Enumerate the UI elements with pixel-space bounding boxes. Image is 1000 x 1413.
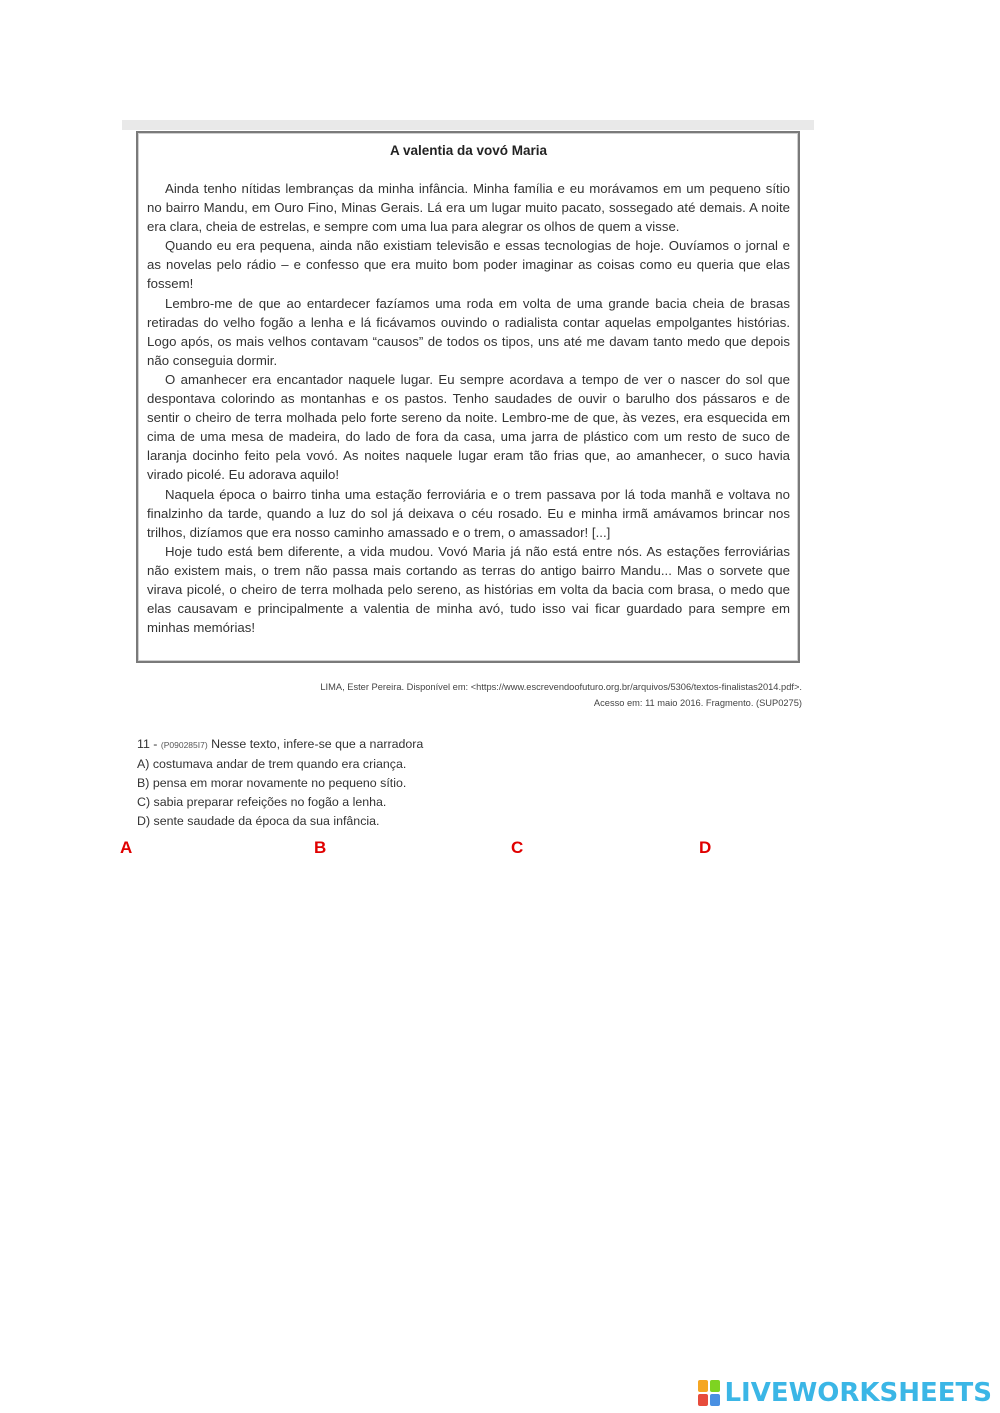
liveworksheets-logo <box>698 1378 992 1408</box>
option-c: C) sabia preparar refeições no fogão a lenha. <box>137 795 387 809</box>
citation-line-2: Acesso em: 11 maio 2016. Fragmento. (SUP0275) <box>593 697 802 708</box>
story-paragraph-3: Lembro-me de que ao entardecer fazíamos uma roda em volta de uma grande bacia cheia de brasas retiradas do velho fogão a lenha e lá ficávamos ouvindo o radialista contar aquelas empolgantes histórias. Logo após, os mais velhos contavam “causos” de todos os tipos, uns até me davam tanto medo que depois não conseguia dormir. <box>147 295 790 368</box>
liveworksheets-wordmark: LIVEWORKSHEETS <box>724 1378 992 1408</box>
question-code: (P090285I7) <box>160 740 208 750</box>
option-d: D) sente saudade da época da sua infância. <box>137 814 380 828</box>
answer-choice-d[interactable]: D <box>699 838 712 857</box>
answer-choice-c[interactable]: C <box>511 838 524 857</box>
answer-choice-b[interactable]: B <box>314 838 327 857</box>
story-paragraph-4: O amanhecer era encantador naquele lugar. Eu sempre acordava a tempo de ver o nascer do sol que despontava colorindo as montanhas e os pastos. Tenho saudades de ouvir o barulho dos pássaros e de sentir o cheiro de terra molhada pelo forte sereno da noite. Lembro-me de que, às vezes, era esquecida em cima de uma mesa de madeira, do lado de fora da casa, uma jarra de plástico com um resto de suco de laranja docinho feito pela vovó. As noites naquele lugar eram tão frias que, ao amanhecer, o suco havia virado picolé. Eu adorava aquilo! <box>147 371 790 483</box>
story-title: A valentia da vovó Maria <box>389 143 548 158</box>
question-block <box>137 735 737 831</box>
source-citation <box>202 680 802 711</box>
liveworksheets-icon <box>698 1380 720 1406</box>
story-paragraph-6: Hoje tudo está bem diferente, a vida mudou. Vovó Maria já não está entre nós. As estações ferroviárias não existem mais, o trem não passa mais cortando as terras do antigo bairro Mandu... Mas o sorvete que virava picolé, o cheiro de terra molhada pelo sereno, as histórias em volta da bacia com brasa, o medo que elas causavam e principalmente a valentia de minha avó, tudo isso vai ficar guardado para sempre em minhas memórias! <box>147 543 790 636</box>
option-b: B) pensa em morar novamente no pequeno sítio. <box>137 776 407 790</box>
answer-choice-a[interactable]: A <box>120 838 133 857</box>
question-number: 11 - <box>137 737 158 751</box>
story-paragraph-5: Naquela época o bairro tinha uma estação ferroviária e o trem passava por lá toda manhã e voltava no finalzinho da tarde, quando a luz do sol já deixava o céu rosado. Eu e minha irmã amávamos brincar nos trilhos, dizíamos que era nosso caminho amassado e o trem, o amassador! [...] <box>147 486 790 540</box>
story-paragraph-1: Ainda tenho nítidas lembranças da minha infância. Minha família e eu morávamos em um pequeno sítio no bairro Mandu, em Ouro Fino, Minas Gerais. Lá era um lugar muito pacato, sossegado até demais. A noite era clara, cheia de estrelas, e sempre com uma lua para alegrar os olhos de quem a visse. <box>147 181 790 235</box>
question-text: Nesse texto, infere-se que a narradora <box>211 737 424 751</box>
citation-line-1: LIMA, Ester Pereira. Disponível em: <https://www.escrevendoofuturo.org.br/arquivos/5306/textos-finalistas2014.pdf>. <box>320 682 802 692</box>
question-stem <box>137 735 737 755</box>
story-paragraph-2: Quando eu era pequena, ainda não existiam televisão e essas tecnologias de hoje. Ouvíamos o jornal e as novelas pelo rádio – e confesso que era muito bom poder imaginar as coisas como eu queria que elas fossem! <box>147 238 790 292</box>
option-a: A) costumava andar de trem quando era criança. <box>137 757 407 771</box>
scan-shadow-strip <box>122 120 814 130</box>
story-box <box>136 131 800 663</box>
